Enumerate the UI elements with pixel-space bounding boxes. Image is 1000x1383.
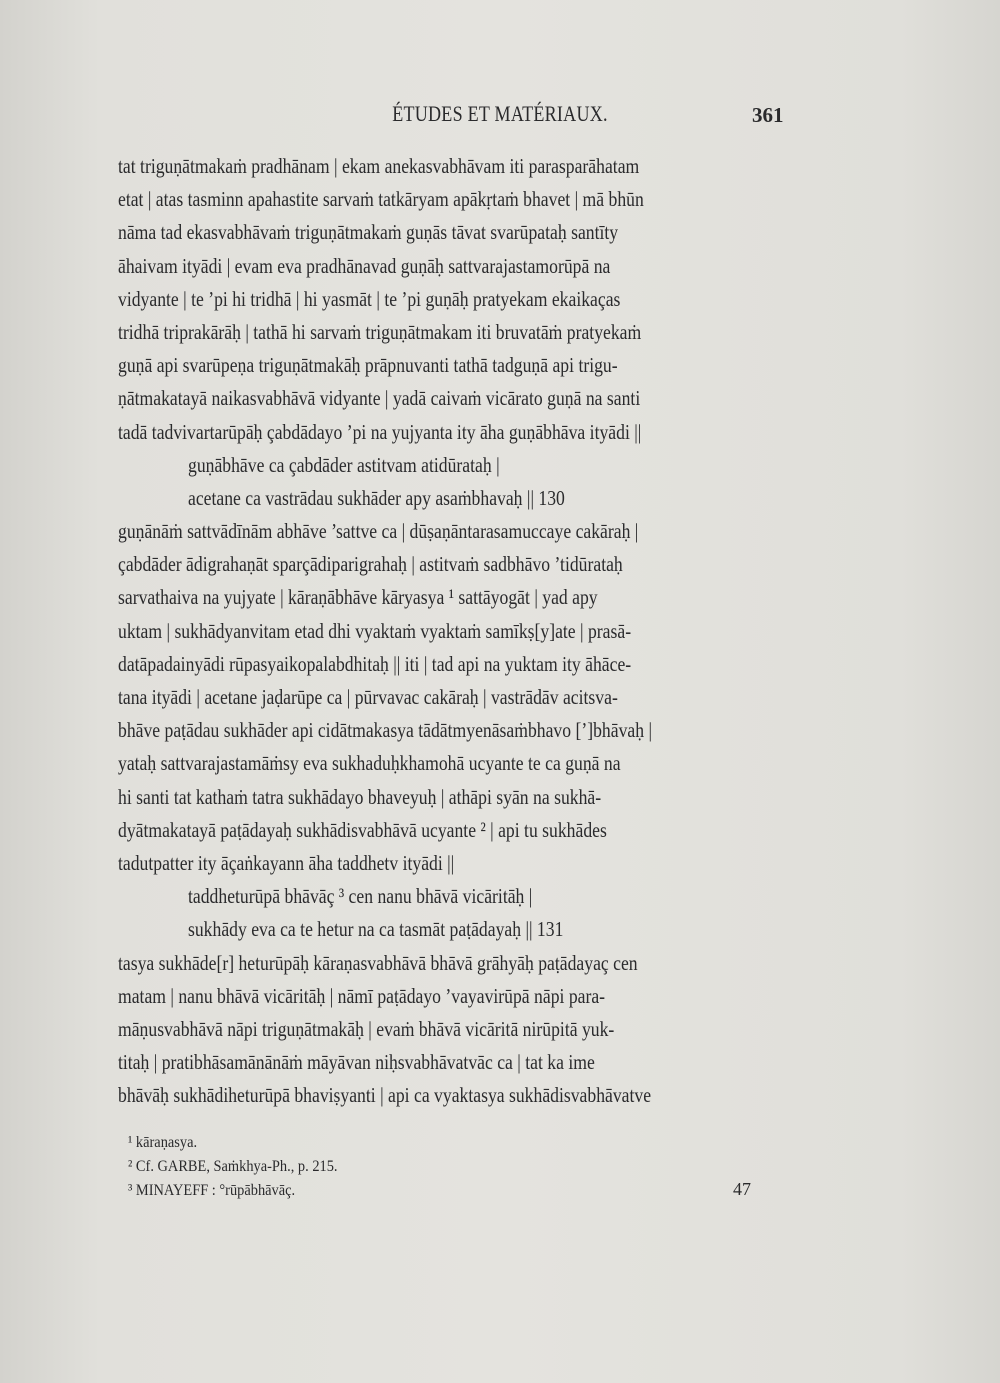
text-line: māṇusvabhāvā nāpi triguṇātmakāḥ | evaṁ bhāvā vicāritā nirūpitā yuk- — [118, 1016, 615, 1041]
text-line: vidyante | te ’pi hi tridhā | hi yasmāt | te ’pi guṇāḥ pratyekam ekaikaças — [118, 286, 621, 311]
text-line: bhāvāḥ sukhādiheturūpā bhaviṣyanti | api ca vyaktasya sukhādisvabhāvatve — [118, 1083, 652, 1108]
verse-line: sukhādy eva ca te hetur na ca tasmāt paṭādayaḥ || 131 — [188, 917, 564, 942]
verse-line: taddheturūpā bhāvāç ³ cen nanu bhāvā vicāritāḥ | — [188, 884, 533, 909]
body-text — [0, 150, 1000, 1112]
footnote: ³ MINAYEFF : °rūpābhāvāç. — [128, 1182, 296, 1199]
text-line: nāma tad ekasvabhāvaṁ triguṇātmakaṁ guṇās tāvat svarūpataḥ santīty — [118, 220, 619, 245]
text-line: hi santi tat kathaṁ tatra sukhādayo bhaveyuḥ | athāpi syān na sukhā- — [118, 784, 602, 809]
text-line: tasya sukhāde[r] heturūpāḥ kāraṇasvabhāvā bhāvā grāhyāḥ paṭādayaç cen — [118, 950, 638, 975]
text-line: guṇānāṁ sattvādīnām abhāve ’sattve ca | dūṣaṇāntarasamuccaye cakāraḥ | — [118, 519, 639, 544]
text-line: sarvathaiva na yujyate | kāraṇābhāve kāryasya ¹ sattāyogāt | yad apy — [118, 585, 598, 610]
text-line: etat | atas tasminn apahastite sarvaṁ tatkāryam apākṛtaṁ bhavet | mā bhūn — [118, 187, 644, 212]
text-line: ṇātmakatayā naikasvabhāvā vidyante | yadā caivaṁ vicārato guṇā na santi — [118, 386, 641, 411]
text-line: tat triguṇātmakaṁ pradhānam | ekam anekasvabhāvam iti parasparāhatam — [118, 154, 640, 178]
footnote: ¹ kāraṇasya. — [128, 1134, 198, 1151]
text-line: çabdāder ādigrahaṇāt sparçādiparigrahaḥ | astitvaṁ sadbhāvo ’tidūrataḥ — [118, 552, 623, 577]
verse-line: acetane ca vastrādau sukhāder apy asaṁbhavaḥ || 130 — [188, 485, 565, 510]
text-line: guṇā api svarūpeṇa triguṇātmakāḥ prāpnuvanti tathā tadguṇā api trigu- — [118, 353, 618, 378]
text-line: bhāve paṭādau sukhāder api cidātmakasya tādātmyenāsaṁbhavo [’]bhāvaḥ | — [118, 718, 652, 743]
text-line: tadā tadvivartarūpāḥ çabdādayo ’pi na yujyanta ity āha guṇābhāva ityādi || — [118, 419, 642, 444]
footnotes — [128, 1131, 361, 1203]
text-line: yataḥ sattvarajastamāṁsy eva sukhaduḥkhamohā ucyante te ca guṇā na — [118, 751, 621, 776]
text-line: tridhā triprakārāḥ | tathā hi sarvaṁ triguṇātmakam iti bruvatāṁ pratyekaṁ — [118, 319, 642, 344]
signature-mark: 47 — [733, 1179, 751, 1199]
text-line: datāpadainyādi rūpasyaikopalabdhitaḥ || iti | tad api na yuktam ity āhāce- — [118, 651, 632, 676]
page-number: 361 — [752, 103, 784, 127]
text-line: āhaivam ityādi | evam eva pradhānavad guṇāḥ sattvarajastamorūpā na — [118, 253, 611, 278]
text-line: uktam | sukhādyanvitam etad dhi vyaktaṁ vyaktaṁ samīkṣ[y]ate | prasā- — [118, 618, 632, 643]
verse-line: guṇābhāve ca çabdāder astitvam atidūrataḥ | — [188, 452, 500, 477]
text-line: titaḥ | pratibhāsamānānāṁ māyāvan niḥsvabhāvatvāc ca | tat ka ime — [118, 1050, 595, 1075]
text-line: matam | nanu bhāvā vicāritāḥ | nāmī paṭādayo ’vayavirūpā nāpi para- — [118, 983, 606, 1008]
text-line: dyātmakatayā paṭādayaḥ sukhādisvabhāvā ucyante ² | api tu sukhādes — [118, 817, 607, 842]
footnote: ² Cf. GARBE, Saṁkhya-Ph., p. 215. — [128, 1158, 338, 1175]
running-header-title: ÉTUDES ET MATÉRIAUX. — [392, 101, 608, 126]
text-line: tadutpatter ity āçaṅkayann āha taddhetv ityādi || — [118, 850, 455, 875]
text-line: tana ityādi | acetane jaḍarūpe ca | pūrvavac cakāraḥ | vastrādāv acitsva- — [118, 685, 618, 709]
